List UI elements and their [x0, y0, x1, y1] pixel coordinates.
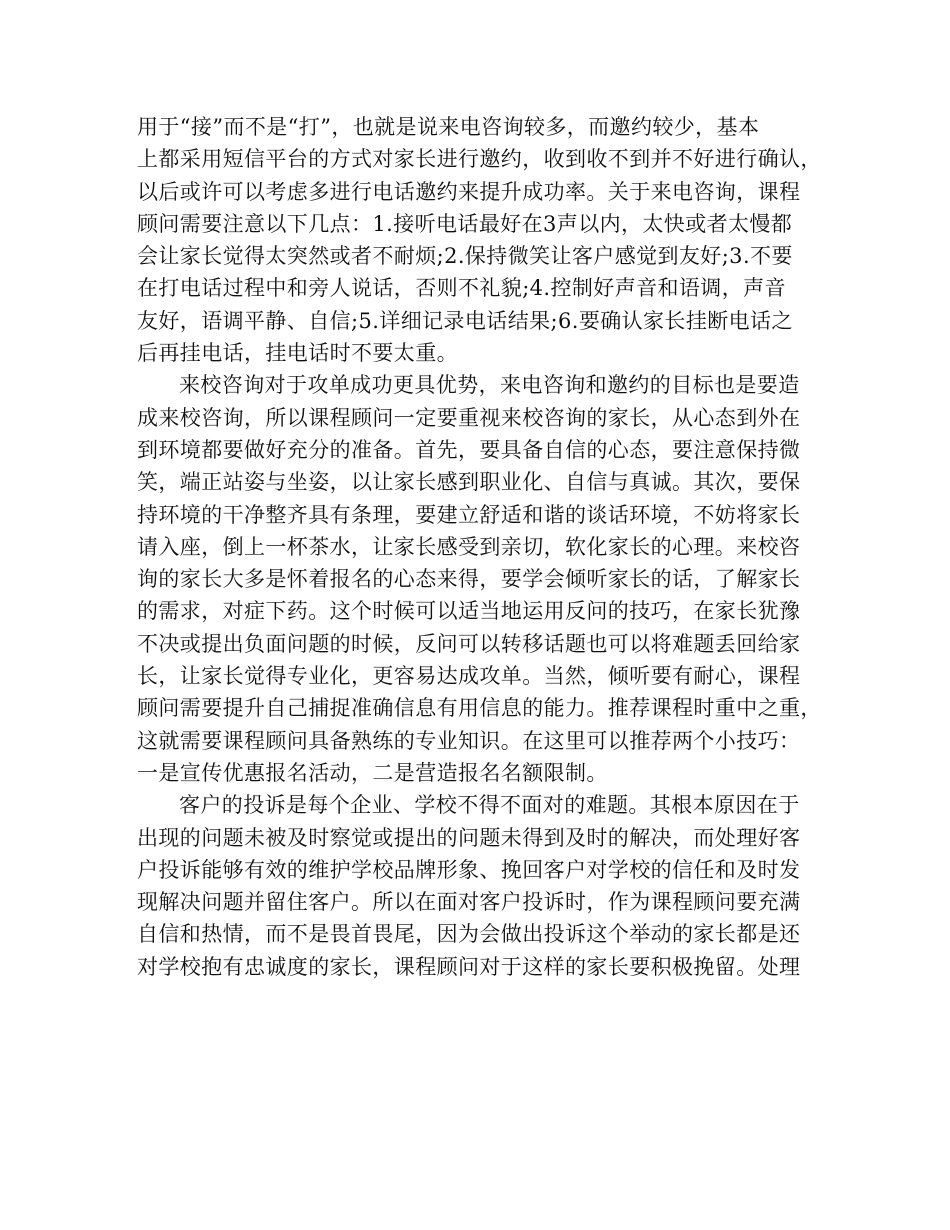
text-line: 在打电话过程中和旁人说话，否则不礼貌;4.控制好声音和语调，声音 [137, 276, 786, 301]
document-body [137, 111, 822, 983]
paragraph-1 [137, 111, 822, 369]
text-line: 这就需要课程顾问具备熟练的专业知识。在这里可以推荐两个小技巧： [137, 728, 801, 753]
paragraph-2 [137, 369, 822, 789]
text-line: 笑，端正站姿与坐姿，以让家长感到职业化、自信与真诚。其次，要保 [137, 470, 801, 495]
text-line: 现解决问题并留住客户。所以在面对客户投诉时，作为课程顾问要充满 [137, 890, 801, 915]
text-line: 顾问需要注意以下几点：1.接听电话最好在3声以内，太快或者太慢都 [137, 211, 793, 236]
paragraph-3 [137, 789, 813, 983]
text-line: 一是宣传优惠报名活动，二是营造报名名额限制。 [137, 760, 608, 785]
text-line: 用于“接”而不是“打”，也就是说来电咨询较多，而邀约较少，基本 [137, 115, 760, 139]
text-line: 长，让家长觉得专业化，更容易达成攻单。当然，倾听要有耐心，课程 [137, 664, 801, 689]
text-line: 后再挂电话，挂电话时不要太重。 [137, 341, 458, 366]
text-line: 户投诉能够有效的维护学校品牌形象、挽回客户对学校的信任和及时发 [137, 857, 801, 882]
text-line: 上都采用短信平台的方式对家长进行邀约，收到收不到并不好进行确认， [137, 147, 822, 172]
text-line: 以后或许可以考虑多进行电话邀约来提升成功率。关于来电咨询，课程 [137, 179, 801, 204]
text-line: 不决或提出负面问题的时候，反问可以转移话题也可以将难题丢回给家 [137, 631, 801, 656]
text-line: 自信和热情，而不是畏首畏尾，因为会做出投诉这个举动的家长都是还 [137, 922, 801, 947]
text-line: 成来校咨询，所以课程顾问一定要重视来校咨询的家长，从心态到外在 [137, 405, 801, 430]
text-line: 出现的问题未被及时察觉或提出的问题未得到及时的解决，而处理好客 [137, 825, 801, 850]
text-line: 请入座，倒上一杯茶水，让家长感受到亲切，软化家长的心理。来校咨 [137, 534, 801, 559]
text-line: 询的家长大多是怀着报名的心态来得，要学会倾听家长的话，了解家长 [137, 567, 801, 592]
text-line-first: 来校咨询对于攻单成功更具优势，来电咨询和邀约的目标也是要造 [179, 373, 800, 398]
text-line: 的需求，对症下药。这个时候可以适当地运用反问的技巧，在家长犹豫 [137, 599, 801, 624]
text-line: 友好，语调平静、自信;5.详细记录电话结果;6.要确认家长挂断电话之 [137, 308, 793, 333]
text-line: 对学校抱有忠诚度的家长，课程顾问对于这样的家长要积极挽留。处理 [137, 954, 801, 979]
text-line: 顾问需要提升自己捕捉准确信息有用信息的能力。推荐课程时重中之重， [137, 696, 822, 721]
text-line: 持环境的干净整齐具有条理，要建立舒适和谐的谈话环境，不妨将家长 [137, 502, 801, 527]
text-line: 到环境都要做好充分的准备。首先，要具备自信的心态，要注意保持微 [137, 437, 801, 462]
text-line-first: 客户的投诉是每个企业、学校不得不面对的难题。其根本原因在于 [179, 793, 800, 818]
text-line: 会让家长觉得太突然或者不耐烦;2.保持微笑让客户感觉到友好;3.不要 [137, 244, 793, 269]
